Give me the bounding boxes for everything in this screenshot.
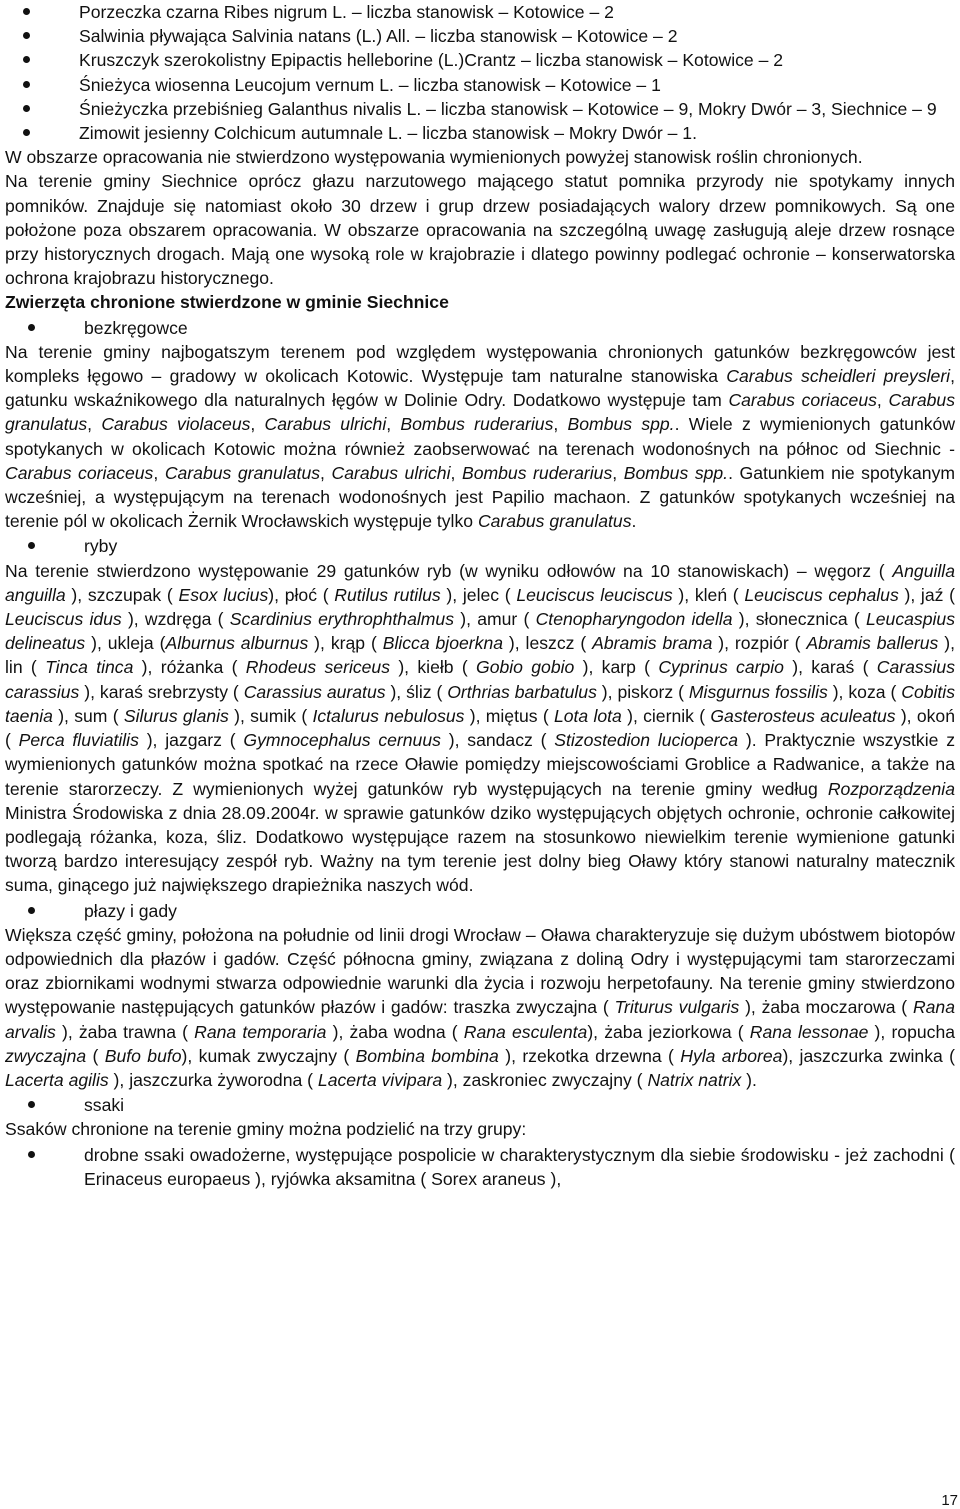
paragraph-nature-monuments: Na terenie gminy Siechnice oprócz głazu narzutowego mającego statut pomnika przyrody nie spotykamy innych pomników. Znajduje się natomiast około 30 drzew i grup drzew posiadających walory drzew pomnikowych. Są one położone poza obszarem opracowania. W obszarze opracowania na szczególną uwagę zasługują aleje drzew rosnące przy historycznych drogach. Mają one wysoką role w krajobrazie i dlatego powinny podlegać ochronie – konserwatorska ochrona krajobrazu historycznego. bbox=[5, 171, 955, 289]
mammal-group-item: drobne ssaki owadożerne, występujące pospolicie w charakterystycznym dla siebie środowisku - jeż zachodni ( Erinaceus europaeus ), ryjówka aksamitna ( Sorex araneus ), bbox=[5, 1143, 955, 1191]
plant-list-item: Porzeczka czarna Ribes nigrum L. – liczba stanowisk – Kotowice – 2 bbox=[5, 0, 955, 24]
bullet-invertebrates: bezkręgowce bbox=[5, 316, 955, 340]
plant-list-item: Śnieżyca wiosenna Leucojum vernum L. – liczba stanowisk – Kotowice – 1 bbox=[5, 73, 955, 97]
page-number: 17 bbox=[941, 1492, 958, 1509]
plant-list-item: Śnieżyczka przebiśnieg Galanthus nivalis L. – liczba stanowisk – Kotowice – 9, Mokry Dwór – 3, Siechnice – 9 bbox=[5, 97, 955, 121]
bullet-amphibians-reptiles: płazy i gady bbox=[5, 899, 955, 923]
paragraph-mammals-intro: Ssaków chronione na terenie gminy można podzielić na trzy grupy: bbox=[5, 1119, 527, 1140]
paragraph-fish: Na terenie stwierdzono występowanie 29 gatunków ryb (w wyniku odłowów na 10 stanowiskach) – węgorz ( Anguilla anguilla ), szczupak ( Esox lucius), płoć ( Rutilus rutilus ), jelec ( Leuciscus leuciscus ), kleń ( Leuciscus cephalus ), jaź ( Leuciscus idus ), wzdręga ( Scardinius erythrophthalmus ), amur ( Ctenopharyngodon idella ), słonecznica ( Leucaspius delineatus ), ukleja (Alburnus alburnus ), krąp ( Blicca bjoerkna ), leszcz ( Abramis brama ), rozpiór ( Abramis ballerus ), lin ( Tinca tinca ), różanka ( Rhodeus sericeus ), kiełb ( Gobio gobio ), karp ( Cyprinus carpio ), karaś ( Carassius carassius ), karaś srebrzysty ( Carassius auratus ), śliz ( Orthrias barbatulus ), piskorz ( Misgurnus fossilis ), koza ( Cobitis taenia ), sum ( Silurus glanis ), sumik ( Ictalurus nebulosus ), miętus ( Lota lota ), ciernik ( Gasterosteus aculeatus ), okoń ( Perca fluviatilis ), jazgarz ( Gymnocephalus cernuus ), sandacz ( Stizostedion lucioperca ). Praktycznie wszystkie z wymienionych gatunków można spotkać na rzece Oławie pomiędzy miejscowościami Groblice a Radwanice, a także na terenie starorzeczy. Z wymienionych wyżej gatunków ryb występujących na terenie gminy według Rozporządzenia Ministra Środowiska z dnia 28.09.2004r. w sprawie gatunków dziko występujących objętych ochronie, ochronie całkowitej podlegają różanka, koza, śliz. Dodatkowo występujące razem na stosunkowo niewielkim terenie wymienione gatunki tworzą bardzo interesujący zespół ryb. Ważny na tym terenie jest dolny bieg Oławy który stanowi naturalny matecznik suma, ginącego już największego drapieżnika naszych wód. bbox=[5, 560, 956, 896]
paragraph-amphibians-reptiles: Większa część gminy, położona na południe od linii drogi Wrocław – Oława charakteryzuje się dużym ubóstwem biotopów odpowiednich dla płazów i gadów. Część północna gminy, związana z doliną Odry i występującymi tam starorzeczami oraz zbiornikami wodnymi stwarza odpowiednie warunki dla życia i rozwoju herpetofauny. Na terenie gminy stwierdzono występowanie następujących gatunków płazów i gadów: traszka zwyczajna ( Triturus vulgaris ), żaba moczarowa ( Rana arvalis ), żaba trawna ( Rana temporaria ), żaba wodna ( Rana esculenta), żaba jeziorkowa ( Rana lessonae ), ropucha zwyczajna ( Bufo bufo), kumak zwyczajny ( Bombina bombina ), rzekotka drzewna ( Hyla arborea), jaszczurka zwinka ( Lacerta agilis ), jaszczurka żyworodna ( Lacerta vivipara ), zaskroniec zwyczajny ( Natrix natrix ). bbox=[5, 924, 956, 1090]
plant-list-item: Zimowit jesienny Colchicum autumnale L. – liczba stanowisk – Mokry Dwór – 1. bbox=[5, 121, 955, 145]
plant-list-item: Salwinia pływająca Salvinia natans (L.) All. – liczba stanowisk – Kotowice – 2 bbox=[5, 24, 955, 48]
bullet-mammals: ssaki bbox=[5, 1093, 955, 1117]
bullet-fish: ryby bbox=[5, 534, 955, 558]
section-heading: Zwierzęta chronione stwierdzone w gminie Siechnice bbox=[5, 292, 449, 313]
paragraph-no-plants: W obszarze opracowania nie stwierdzono występowania wymienionych powyżej stanowisk roślin chronionych. bbox=[5, 147, 863, 168]
paragraph-invertebrates: Na terenie gminy najbogatszym terenem pod względem występowania chronionych gatunków bezkręgowców jest kompleks łęgowo – gradowy w okolicach Kotowic. Występuje tam naturalne stanowiska Carabus scheidleri preysleri, gatunku wskaźnikowego dla naturalnych łęgów w Dolinie Odry. Dodatkowo występuje tam Carabus coriaceus, Carabus granulatus, Carabus violaceus, Carabus ulrichi, Bombus ruderarius, Bombus spp.. Wiele z wymienionych gatunków spotykanych w okolicach Kotowic można również zaobserwować na terenach wodonośnych na północ od Siechnic - Carabus coriaceus, Carabus granulatus, Carabus ulrichi, Bombus ruderarius, Bombus spp.. Gatunkiem nie spotykanym wcześniej, a występującym na terenach wodonośnych jest Papilio machaon. Z gatunków spotykanych wcześniej na terenie pól w okolicach Żernik Wrocławskich występuje tylko Carabus granulatus. bbox=[5, 341, 956, 532]
document-page bbox=[5, 0, 955, 1191]
plant-list-item: Kruszczyk szerokolistny Epipactis helleborine (L.)Crantz – liczba stanowisk – Kotowice – 2 bbox=[5, 48, 955, 72]
